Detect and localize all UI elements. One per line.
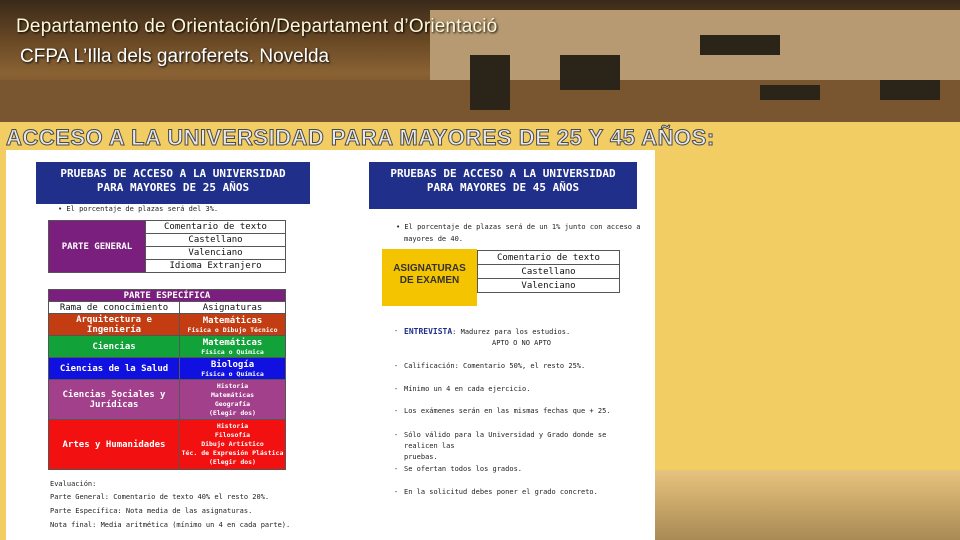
- bullet-text: Mínimo un 4 en cada ejercicio.: [404, 385, 531, 393]
- title-25-line2: PARA MAYORES DE 25 AÑOS: [96, 181, 250, 194]
- general-subject: Idioma Extranjero: [146, 260, 286, 273]
- bullet-text: Sólo válido para la Universidad y Grado donde se realicen las: [404, 431, 607, 450]
- entrevista-text: : Madurez para los estudios.: [452, 328, 571, 336]
- asig-main: Biología: [210, 359, 255, 370]
- asig-sub: Física o Dibujo Técnico: [187, 325, 278, 334]
- general-subject: Valenciano: [146, 247, 286, 260]
- bullet-item: - En la solicitud debes poner el grado concreto.: [394, 488, 598, 496]
- bullet-item: - Mínimo un 4 en cada ejercicio.: [394, 385, 531, 393]
- eval-line: Nota final: Media aritmética (mínimo un 4 en cada parte).: [50, 521, 291, 529]
- asig-line: Historia: [216, 381, 249, 390]
- rama-cell: Artes y Humanidades: [49, 420, 180, 470]
- bullet-item: - Los exámenes serán en las mismas fechas que + 25.: [394, 407, 611, 415]
- entrevista-label: ENTREVISTA: [404, 327, 453, 336]
- bullet-text: Calificación: Comentario 50%, el resto 25%.: [404, 362, 586, 370]
- general-table: [48, 220, 286, 273]
- bullet-text: Los exámenes serán en las mismas fechas que + 25.: [404, 407, 611, 415]
- asig-line: (Elegir dos): [209, 408, 256, 417]
- asig-line: Dibujo Artístico: [201, 440, 264, 448]
- title-25: [36, 162, 310, 204]
- col-asignaturas: Asignaturas: [180, 302, 286, 314]
- eval-line: Parte General: Comentario de texto 40% el resto 20%.: [50, 493, 270, 501]
- bullet-item: - Calificación: Comentario 50%, el resto 25%.: [394, 362, 586, 370]
- eval-line: Parte Específica: Nota media de las asignaturas.: [50, 507, 253, 515]
- general-subject: Castellano: [146, 234, 286, 247]
- bullet-item: - Se ofertan todos los grados.: [394, 465, 523, 473]
- asig-line: Historia: [216, 422, 249, 430]
- exam-subject: Comentario de texto: [478, 251, 620, 265]
- general-label: PARTE GENERAL: [49, 221, 146, 273]
- asig-line: Geografía: [214, 399, 251, 408]
- title-45: [369, 162, 637, 209]
- exam-label-line1: ASIGNATURAS: [393, 263, 466, 274]
- bullet-item: - Sólo válido para la Universidad y Grado donde se realicen las pruebas.: [394, 431, 607, 461]
- bottom-right-photo: [655, 470, 960, 540]
- exam-subject: Castellano: [478, 265, 620, 279]
- asig-main: Matemáticas: [202, 337, 263, 348]
- rama-cell: Arquitectura e Ingeniería: [49, 314, 180, 336]
- rama-cell: Ciencias de la Salud: [49, 358, 180, 380]
- slide-headline: ACCESO A LA UNIVERSIDAD PARA MAYORES DE 25 Y 45 AÑOS:: [6, 125, 715, 150]
- asig-sub: Física o Química: [201, 347, 264, 356]
- asig-line: Matemáticas: [210, 390, 255, 399]
- bullet-text: En la solicitud debes poner el grado concreto.: [404, 488, 598, 496]
- rama-cell: Ciencias: [49, 336, 180, 358]
- asig-line: (Elegir dos): [209, 458, 256, 466]
- exam-table: [477, 250, 620, 293]
- exam-label-line2: DE EXAMEN: [399, 275, 460, 286]
- especifica-title: PARTE ESPECÍFICA: [49, 290, 286, 302]
- note-25: • El porcentaje de plazas será del 3%.: [58, 205, 219, 213]
- bullet-apto: APTO O NO APTO: [492, 339, 552, 347]
- content-panel: [6, 150, 655, 540]
- general-subject: Comentario de texto: [146, 221, 286, 234]
- exam-subject: Valenciano: [478, 279, 620, 293]
- rama-cell: Ciencias Sociales y Jurídicas: [49, 380, 180, 420]
- asig-line: Filosofía: [214, 431, 251, 439]
- asig-line: Téc. de Expresión Plástica: [181, 449, 284, 457]
- note-45-line1: • El porcentaje de plazas será de un 1% junto con acceso a: [396, 223, 641, 231]
- especifica-table: [48, 289, 286, 470]
- exam-label: [382, 249, 477, 306]
- eval-title: Evaluación:: [50, 480, 97, 488]
- title-45-line2: PARA MAYORES DE 45 AÑOS: [426, 181, 580, 194]
- asig-main: Matemáticas: [202, 315, 263, 326]
- col-rama: Rama de conocimiento: [49, 302, 180, 314]
- title-25-line1: PRUEBAS DE ACCESO A LA UNIVERSIDAD: [60, 167, 286, 180]
- asig-sub: Física o Química: [201, 369, 264, 378]
- bullet-text: pruebas.: [404, 453, 438, 461]
- bullet-text: Se ofertan todos los grados.: [404, 465, 523, 473]
- school-title: CFPA L’Illa dels garroferets. Novelda: [20, 46, 330, 67]
- note-45-line2: mayores de 40.: [404, 235, 464, 243]
- bullet-entrevista: - ENTREVISTA: Madurez para los estudios.: [394, 327, 571, 336]
- title-45-line1: PRUEBAS DE ACCESO A LA UNIVERSIDAD: [390, 167, 616, 180]
- department-title: Departamento de Orientación/Departament d’Orientació: [16, 16, 498, 37]
